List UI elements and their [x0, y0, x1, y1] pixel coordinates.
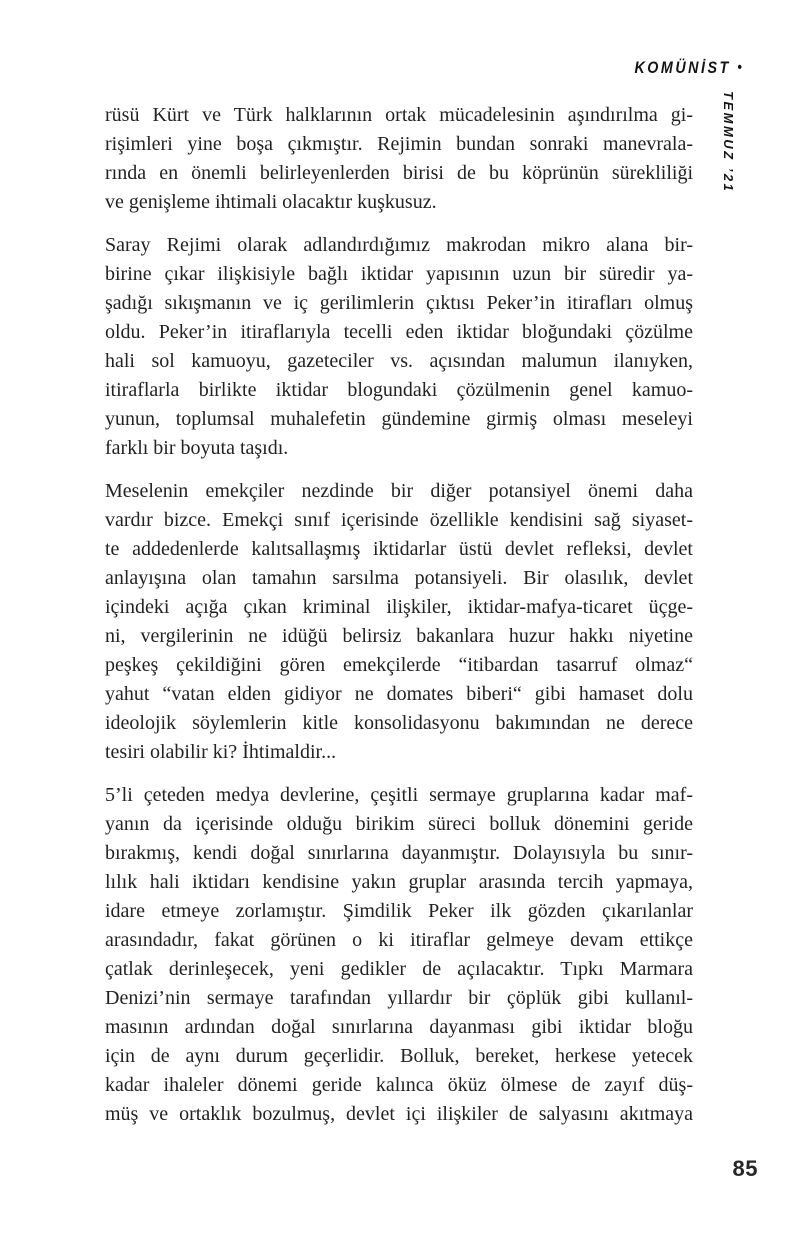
text-line: rında en önemli belirleyenlerden birisi de bu köprünün sürekliliği: [105, 162, 693, 184]
text-line: Denizi’nin sermaye tarafından yıllardır bir çöplük gibi kullanıl-: [105, 987, 693, 1009]
paragraph: [105, 101, 693, 217]
paragraph: [105, 477, 693, 767]
text-line: itiraflarla birlikte iktidar blogundaki çözülmenin genel kamuo-: [105, 379, 693, 401]
text-line: oldu. Peker’in itiraflarıyla tecelli eden iktidar bloğundaki çözülme: [105, 321, 693, 343]
text-line: arasındadır, fakat görünen o ki itiraflar gelmeye devam ettikçe: [105, 929, 693, 951]
text-line: lılık hali iktidarı kendisine yakın gruplar arasında tercih yapmaya,: [105, 871, 693, 893]
text-line: Saray Rejimi olarak adlandırdığımız makrodan mikro alana bir-: [105, 234, 693, 256]
article-body: [105, 101, 693, 1143]
text-line: idare etmeye zorlamıştır. Şimdilik Peker ilk gözden çıkarılanlar: [105, 900, 693, 922]
text-line: içindeki açığa çıkan kriminal ilişkiler, iktidar-mafya-ticaret üçge-: [105, 596, 693, 618]
text-line: anlayışına olan tamahın sarsılma potansiyeli. Bir olasılık, devlet: [105, 567, 693, 589]
text-line: hali sol kamuoyu, gazeteciler vs. açısından malumun ilanıyken,: [105, 350, 693, 372]
text-line: Meselenin emekçiler nezdinde bir diğer potansiyel önemi daha: [105, 480, 693, 502]
paragraph: [105, 781, 693, 1129]
issue-date-vertical: TEMMUZ ’21: [721, 91, 736, 194]
text-line: ve genişleme ihtimali olacaktır kuşkusuz.: [105, 191, 437, 213]
magazine-title: KOMÜNİST: [634, 58, 731, 77]
paragraph: [105, 231, 693, 463]
bullet-icon: •: [737, 59, 742, 76]
text-line: yahut “vatan elden gidiyor ne domates biberi“ gibi hamaset dolu: [105, 683, 693, 705]
text-line: kadar ihaleler dönemi geride kalınca öküz ölmese de zayıf düş-: [105, 1074, 693, 1096]
page-number: 85: [732, 1156, 758, 1181]
text-line: rişimleri yine boşa çıkmıştır. Rejimin bundan sonraki manevrala-: [105, 133, 693, 155]
text-line: müş ve ortaklık bozulmuş, devlet içi ilişkiler de salyasını akıtmaya: [105, 1103, 693, 1125]
running-head: [635, 58, 742, 78]
text-line: şadığı sıkışmanın ve iç gerilimlerin çıktısı Peker’in itirafları olmuş: [105, 292, 693, 314]
text-line: yunun, toplumsal muhalefetin gündemine girmiş olması meseleyi: [105, 408, 693, 430]
text-line: masının ardından doğal sınırlarına dayanması gibi iktidar bloğu: [105, 1016, 693, 1038]
text-line: çatlak derinleşecek, yeni gedikler de açılacaktır. Tıpkı Marmara: [105, 958, 693, 980]
text-line: tesiri olabilir ki? İhtimaldir...: [105, 741, 337, 763]
text-line: ni, vergilerinin ne idüğü belirsiz bakanlara huzur hakkı niyetine: [105, 625, 693, 647]
text-line: ideolojik söylemlerin kitle konsolidasyonu bakımından ne derece: [105, 712, 693, 734]
text-line: rüsü Kürt ve Türk halklarının ortak mücadelesinin aşındırılma gi-: [105, 104, 693, 126]
text-line: te addedenlerde kalıtsallaşmış iktidarlar üstü devlet refleksi, devlet: [105, 538, 693, 560]
text-line: farklı bir boyuta taşıdı.: [105, 437, 289, 459]
text-line: için de aynı durum geçerlidir. Bolluk, bereket, herkese yetecek: [105, 1045, 693, 1067]
text-line: peşkeş çekildiğini gören emekçilerde “itibardan tasarruf olmaz“: [105, 654, 693, 676]
text-line: bırakmış, kendi doğal sınırlarına dayanmıştır. Dolayısıyla bu sınır-: [105, 842, 693, 864]
text-line: 5’li çeteden medya devlerine, çeşitli sermaye gruplarına kadar maf-: [105, 784, 693, 806]
text-line: birine çıkar ilişkisiyle bağlı iktidar yapısının uzun bir süredir ya-: [105, 263, 693, 285]
text-line: yanın da içerisinde olduğu birikim süreci bolluk dönemini geride: [105, 813, 693, 835]
text-line: vardır bizce. Emekçi sınıf içerisinde özellikle kendisini sağ siyaset-: [105, 509, 693, 531]
